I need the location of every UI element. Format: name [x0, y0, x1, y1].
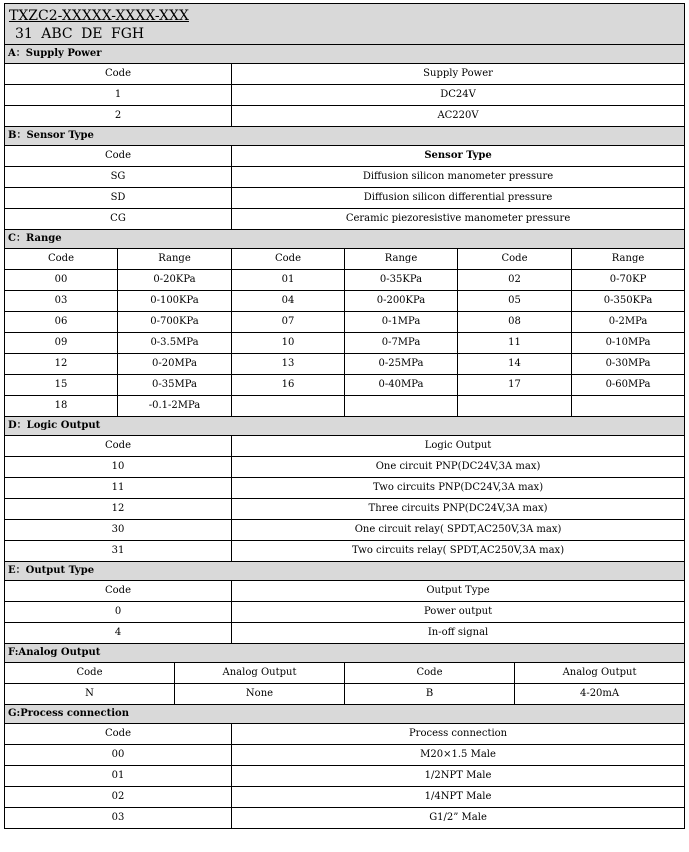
code-cell: 2: [5, 106, 232, 127]
code-cell: 06: [5, 312, 118, 333]
table-header-row: [5, 581, 685, 602]
value-cell: 1/4NPT Male: [232, 787, 685, 808]
value-cell: AC220V: [232, 106, 685, 127]
code-cell: 08: [458, 312, 572, 333]
value-cell: Diffusion silicon differential pressure: [232, 188, 685, 209]
value-cell: Ceramic piezoresistive manometer pressure: [232, 209, 685, 230]
table-header-row: [5, 663, 685, 684]
code-cell: 12: [5, 354, 118, 375]
range-cell: 0-7MPa: [345, 333, 458, 354]
code-cell: 18: [5, 396, 118, 417]
table-row: [5, 167, 685, 188]
column-header: Sensor Type: [232, 146, 685, 167]
code-cell: 10: [5, 457, 232, 478]
table-row: [5, 478, 685, 499]
table-row: [5, 457, 685, 478]
code-cell: 12: [5, 499, 232, 520]
table-row: [5, 396, 685, 417]
code-cell: 01: [232, 270, 345, 291]
code-cell: 10: [232, 333, 345, 354]
table-row: [5, 270, 685, 291]
range-cell: 0-100KPa: [118, 291, 232, 312]
value-cell: One circuit PNP(DC24V,3A max): [232, 457, 685, 478]
value-cell: M20×1.5 Male: [232, 745, 685, 766]
table-row: [5, 623, 685, 644]
range-cell: 0-3.5MPa: [118, 333, 232, 354]
column-header: Code: [5, 436, 232, 457]
value-cell: None: [175, 684, 345, 705]
column-header: Code: [5, 581, 232, 602]
table-row: [5, 499, 685, 520]
code-cell: 05: [458, 291, 572, 312]
table-header-row: [5, 249, 685, 270]
code-cell: 02: [458, 270, 572, 291]
code-cell: 02: [5, 787, 232, 808]
range-cell: -0.1-2MPa: [118, 396, 232, 417]
column-header: Range: [118, 249, 232, 270]
section-title: C：Range: [5, 230, 685, 249]
value-cell: One circuit relay( SPDT,AC250V,3A max): [232, 520, 685, 541]
code-cell: 31: [5, 541, 232, 562]
table-row: [5, 787, 685, 808]
table-row: [5, 291, 685, 312]
section-title: E：Output Type: [5, 562, 685, 581]
table-row: [5, 520, 685, 541]
range-cell: 0-35MPa: [118, 375, 232, 396]
value-cell: Two circuits PNP(DC24V,3A max): [232, 478, 685, 499]
model-selection-table: [4, 3, 685, 829]
column-header: Code: [5, 663, 175, 684]
code-cell: [458, 396, 572, 417]
section-sensor-type-header: [5, 127, 685, 146]
table-row: [5, 354, 685, 375]
section-process-connection-header: [5, 705, 685, 724]
table-header-row: [5, 146, 685, 167]
model-header: [5, 4, 685, 45]
code-cell: 03: [5, 808, 232, 829]
section-title: G:Process connection: [5, 705, 685, 724]
table-row: [5, 209, 685, 230]
column-header: Range: [572, 249, 685, 270]
model-code-groups: 31 ABC DE FGH: [15, 25, 145, 42]
code-cell: N: [5, 684, 175, 705]
table-row: [5, 85, 685, 106]
range-cell: 0-30MPa: [572, 354, 685, 375]
value-cell: 4-20mA: [515, 684, 685, 705]
value-cell: Diffusion silicon manometer pressure: [232, 167, 685, 188]
code-cell: 1: [5, 85, 232, 106]
code-cell: 16: [232, 375, 345, 396]
value-cell: 1/2NPT Male: [232, 766, 685, 787]
section-range-header: [5, 230, 685, 249]
code-cell: 01: [5, 766, 232, 787]
code-cell: 00: [5, 745, 232, 766]
table-row: [5, 541, 685, 562]
range-cell: 0-35KPa: [345, 270, 458, 291]
table-row: [5, 745, 685, 766]
column-header: Code: [5, 64, 232, 85]
section-supply-power-header: [5, 45, 685, 64]
range-cell: 0-70KP: [572, 270, 685, 291]
spec-sheet: [4, 3, 684, 829]
value-cell: In-off signal: [232, 623, 685, 644]
code-cell: 0: [5, 602, 232, 623]
table-row: [5, 375, 685, 396]
range-cell: 0-350KPa: [572, 291, 685, 312]
range-cell: 0-700KPa: [118, 312, 232, 333]
section-title: F:Analog Output: [5, 644, 685, 663]
table-row: [5, 684, 685, 705]
table-row: [5, 312, 685, 333]
column-header: Analog Output: [515, 663, 685, 684]
code-cell: [232, 396, 345, 417]
range-cell: 0-200KPa: [345, 291, 458, 312]
code-cell: SG: [5, 167, 232, 188]
range-cell: [572, 396, 685, 417]
value-cell: Two circuits relay( SPDT,AC250V,3A max): [232, 541, 685, 562]
section-logic-output-header: [5, 417, 685, 436]
table-row: [5, 602, 685, 623]
table-header-row: [5, 436, 685, 457]
table-row: [5, 333, 685, 354]
column-header: Logic Output: [232, 436, 685, 457]
code-cell: B: [345, 684, 515, 705]
table-row: [5, 808, 685, 829]
table-row: [5, 188, 685, 209]
code-cell: 30: [5, 520, 232, 541]
section-title: B：Sensor Type: [5, 127, 685, 146]
code-cell: SD: [5, 188, 232, 209]
range-cell: 0-10MPa: [572, 333, 685, 354]
value-cell: G1/2” Male: [232, 808, 685, 829]
table-row: [5, 106, 685, 127]
section-title: A：Supply Power: [5, 45, 685, 64]
code-cell: 00: [5, 270, 118, 291]
column-header: Code: [5, 249, 118, 270]
range-cell: 0-2MPa: [572, 312, 685, 333]
column-header: Code: [232, 249, 345, 270]
code-cell: 09: [5, 333, 118, 354]
column-header: Code: [5, 724, 232, 745]
code-cell: 03: [5, 291, 118, 312]
code-cell: 15: [5, 375, 118, 396]
value-cell: Power output: [232, 602, 685, 623]
range-cell: 0-20MPa: [118, 354, 232, 375]
code-cell: 13: [232, 354, 345, 375]
range-cell: 0-40MPa: [345, 375, 458, 396]
code-cell: 4: [5, 623, 232, 644]
column-header: Code: [345, 663, 515, 684]
range-cell: 0-60MPa: [572, 375, 685, 396]
column-header: Code: [458, 249, 572, 270]
section-analog-output-header: [5, 644, 685, 663]
table-header-row: [5, 724, 685, 745]
value-cell: Three circuits PNP(DC24V,3A max): [232, 499, 685, 520]
section-output-type-header: [5, 562, 685, 581]
code-cell: 14: [458, 354, 572, 375]
code-cell: 11: [5, 478, 232, 499]
section-title: D：Logic Output: [5, 417, 685, 436]
code-cell: CG: [5, 209, 232, 230]
range-cell: 0-20KPa: [118, 270, 232, 291]
code-cell: 07: [232, 312, 345, 333]
table-header-row: [5, 64, 685, 85]
column-header: Analog Output: [175, 663, 345, 684]
code-cell: 11: [458, 333, 572, 354]
column-header: Code: [5, 146, 232, 167]
column-header: Process connection: [232, 724, 685, 745]
range-cell: 0-25MPa: [345, 354, 458, 375]
table-row: [5, 766, 685, 787]
model-number: TXZC2-XXXXX-XXXX-XXX: [9, 7, 189, 24]
value-cell: DC24V: [232, 85, 685, 106]
code-cell: 17: [458, 375, 572, 396]
code-cell: 04: [232, 291, 345, 312]
column-header: Range: [345, 249, 458, 270]
range-cell: 0-1MPa: [345, 312, 458, 333]
model-header-row: [5, 4, 685, 45]
column-header: Output Type: [232, 581, 685, 602]
range-cell: [345, 396, 458, 417]
column-header: Supply Power: [232, 64, 685, 85]
